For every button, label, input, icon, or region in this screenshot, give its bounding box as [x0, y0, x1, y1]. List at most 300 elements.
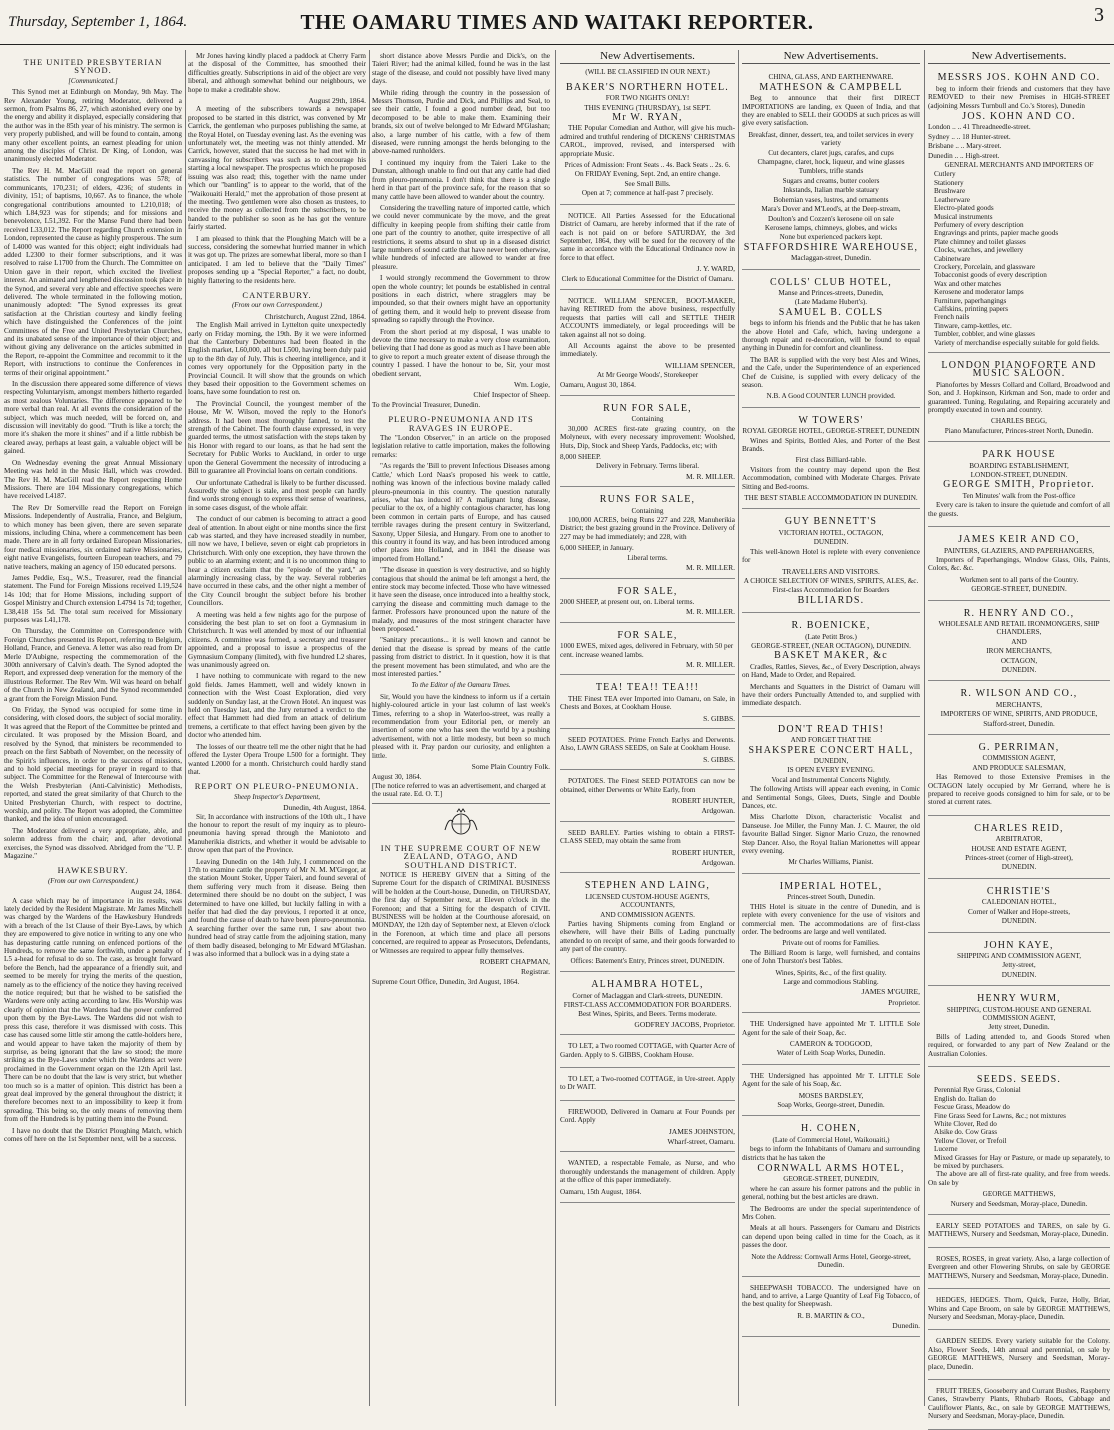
ad-body: Miss Charlotte Dixon, characteristic Vocalist and Danseuse. Joe Miller, the Funny Man. J. C. Maurer, the old favourite Ballad Singer. Signor Mario Cruzo, the renowned Step Dancer. Also, the Royal Italian Marionettes will appear every evening.: [742, 813, 920, 856]
ad-headline: W TOWERS': [798, 414, 864, 426]
article-paragraph: A meeting was held a few nights ago for the purpose of considering the best plan to set on foot a Gymnasium in Christchurch. It was well attended by most of our influential citizens. A committee was formed, a secretary and treasurer appointed, and a proposal to issue a prospectus of the Gymnasium Company (limited), with five hundred L2 shares, was unanimously agreed on.: [188, 610, 366, 670]
ad-line: At Mr George Woods', Storekeeper: [596, 371, 699, 380]
column-header: New Advertisements.: [928, 52, 1110, 64]
ad-body: POTATOES. The Finest SEED POTATOES can now be obtained, either Derwents or White Early, from: [560, 777, 735, 794]
ad-line: First class Billiard-table.: [795, 456, 867, 465]
ad-line: ROYAL GEORGE HOTEL, GEORGE-STREET, DUNEDIN: [742, 427, 920, 436]
ad-line: Soap Works, George-street, Dunedin.: [777, 1101, 885, 1109]
ad-headline: COLLS' CLUB HOTEL,: [769, 276, 892, 288]
advertisement: [928, 684, 1110, 735]
ad-body: TO LET, a Two-roomed COTTAGE, in Ure-street. Apply to Dr WAIT.: [560, 1074, 735, 1092]
ad-line: Best Wines, Spirits, and Beers. Terms moderate.: [578, 1010, 717, 1019]
ad-line: AND FORGET THAT THE: [790, 736, 872, 745]
advertisement: [742, 1119, 920, 1276]
ad-list-item: Alsike do. Cow Grass: [934, 1128, 998, 1137]
advertisement: [928, 1333, 1110, 1380]
ad-signature: CAMERON & TOOGOOD,: [789, 1039, 873, 1048]
advertisement: [560, 1155, 735, 1203]
ad-list-item: Perfumery of every description: [934, 220, 1024, 229]
ad-headline: CHARLES REID,: [974, 822, 1064, 834]
ad-headline: BASKET MAKER, &c: [774, 650, 888, 662]
advertisement: [928, 445, 1110, 527]
column-rule: [369, 50, 370, 1406]
ad-list-item: Cut decanters, claret jugs, carafes, and cups: [768, 148, 894, 157]
ad-line: GEORGE-STREET, DUNEDIN,: [783, 1175, 879, 1184]
issue-date: Thursday, September 1, 1864.: [8, 14, 188, 30]
ad-list-item: Calfskins, printing papers: [934, 304, 1009, 313]
ad-body: Beg to announce that their first DIRECT IMPORTATIONS are landing, ex Queen of India, and that they are enabled to SELL their GOODS at such prices as will give every satisfaction.: [742, 94, 920, 128]
ad-line: MERCHANTS,: [995, 700, 1043, 709]
ad-list-item: Wax and other matches: [934, 279, 1002, 288]
ad-line: CHINA, GLASS, AND EARTHENWARE.: [768, 73, 894, 82]
ad-signature: M. R. MILLER.: [686, 563, 735, 573]
ad-line: A CHOICE SELECTION OF WINES, SPIRITS, ALES, &c.: [743, 576, 919, 585]
masthead: [0, 0, 1114, 45]
ad-list-item: Perennial Rye Grass, Colonial: [934, 1086, 1021, 1095]
ad-line: 6,000 SHEEP, in January.: [560, 544, 634, 553]
article-title: HAWKESBURY.: [57, 865, 129, 876]
ad-list-item: Cabinetware: [934, 254, 971, 263]
advertisement: [928, 1383, 1110, 1430]
article-paragraph: Our unfortunate Cathedral is likely to be further discussed. Assuredly the subject is stale, and most people can hardly find words strong enough to express their sense of weariness, in some cases disgust, of the whole affair.: [188, 478, 366, 512]
ad-line: DUNEDIN.: [1001, 863, 1037, 872]
ad-body: The above are all of first-rate quality, and free from weeds. On sale by: [928, 1170, 1110, 1187]
advertisement: [742, 1016, 920, 1065]
article-subtitle: (From our own Correspondent.): [231, 301, 323, 310]
ad-list-item: Bohemian vases, lustres, and ornaments: [773, 195, 889, 204]
notice-title: IN THE SUPREME COURT OF NEW ZEALAND, OTAGO, AND SOUTHLAND DISTRICT.: [380, 842, 542, 870]
ad-headline: R. HENRY AND CO.,: [963, 607, 1075, 619]
ad-line: (Late Petitt Bros.): [805, 632, 857, 641]
article-paragraph: I continued my inquiry from the Taieri Lake to the Dunstan, although unable to find out that any cattle had died from pleuro-pneumonia. I don't think that there is a single herd in that part of the province safe, for the reason that so many cattle have been allowed to wander about the country.: [372, 158, 550, 201]
advertisement: [742, 68, 920, 269]
article-paragraph: In the discussion there appeared some difference of views respecting Voluntaryism, amongst members hitherto regarded as most zealous Voluntaries. The difference appeared to be more verbal than real. At all events the consideration of the subject, which was much needed, will be forced on, and discussion will inevitably do good. "Truth is like a torch; the more it's shaken the more it shines" and if a little rubbish be cleared away, perhaps at least gain, a valuable object will be gained.: [4, 380, 182, 456]
ad-list-item: Kerosene and moderator lamps: [934, 288, 1024, 297]
ad-signature: Proprietor.: [888, 997, 920, 1007]
ad-headline: R. BOENICKE,: [791, 620, 871, 632]
advertisement: [928, 989, 1110, 1067]
advertisement: [742, 877, 920, 1013]
ad-line: COMMISSION AGENT,: [982, 754, 1056, 763]
ad-body: Wines and Spirits, Bottled Ales, and Porter of the Best Brands.: [742, 436, 920, 454]
ad-signature: S. GIBBS.: [703, 713, 735, 723]
advertisement: [742, 720, 920, 874]
ad-line: OCTAGON,: [1000, 656, 1038, 665]
ad-line: Nursery and Seedsman, Moray-place, Dunedin.: [950, 1199, 1088, 1208]
ad-headline: MATHESON & CAMPBELL: [759, 81, 903, 93]
article-paragraph: The Rev Dr Somerville read the Report on Foreign Missions. Independently of Australia, France, and Belgium, to which money has been given, there are seven separate missions, including China, where a commencement has been made. There are in all forty ordained European Missionaries, four medical missionaries, six ordained native Missionaries, eight native Evangelists, fourteen European teachers, and 79 native teachers, making an agency of 150 educated persons.: [4, 503, 182, 571]
ad-line: (Late of Commercial Hotel, Waikouaiti,): [772, 1135, 890, 1144]
ad-body: 30,000 ACRES first-rate grazing country, on the Molyneux, with every necessary improvement: Woolshed, Huts, Dip, Stock and Sheep Yards, Paddocks, etc; with: [560, 424, 735, 450]
ad-line: See Small Bills.: [624, 179, 671, 188]
ad-list-item: Dunedin .. .. High-street.: [928, 151, 1000, 160]
ad-list-item: Sydney .. .. 18 Hunter-street.: [928, 132, 1011, 141]
ad-headline: JOS. KOHN AND CO.: [962, 111, 1076, 123]
article-paragraph: A meeting of the subscribers towards a newspaper proposed to be started in this district, was convened by Mr Carrick, the gentleman who purposes publishing the same, at the Royal Hotel, on Tuesday evening last. As the evening was unfortunately wet, the meeting was not thinly attended. Mr Carrick, however, stated that the success he had met with in canvassing for subscribers was such as to encourage his starting a local newspaper. The prospectus which he proposed issuing was also read; this, together with the name under which our "bantling" is to appear to the world, that of the "Waikouaiti Herald," met the approbation of those present at the meeting. Two gentlemen were also chosen as trustees, to receive the money as collected from the subscribers, to be handed to the publisher so soon as he has got the venture fairly started.: [188, 105, 366, 232]
ad-body: Importers of Paperhangings, Window Glass, Oils, Paints, Colors, &c. &c.: [928, 555, 1110, 573]
ad-signature: ROBERT HUNTER,: [671, 796, 735, 805]
ad-signature: JAMES JOHNSTON,: [668, 1126, 735, 1136]
column-1: [4, 52, 182, 1404]
ad-signature: S. GIBBS.: [703, 754, 735, 764]
ad-line: Wines, Spirits, &c., of the first quality.: [775, 968, 887, 977]
ad-headline: SEEDS. SEEDS.: [976, 1073, 1062, 1085]
advertisement: [928, 604, 1110, 682]
ad-signature: CHARLES BEGG,: [991, 417, 1047, 426]
ad-signature: Dunedin.: [892, 1321, 920, 1331]
ad-line: IMPORTERS OF WINE, SPIRITS, AND PRODUCE,: [940, 710, 1098, 719]
ad-body: THIS Hotel is situate in the centre of Dunedin, and is replete with every convenience for the use of visitors and commercial men. The accommodations are of first-class order. The bedrooms are large and well ventilated.: [742, 902, 920, 936]
ad-body: 1000 EWES, mixed ages, delivered in February, with 50 per cent. increase weaned lambs.: [560, 642, 734, 659]
page-number: 3: [1094, 4, 1104, 26]
ad-headline: STAFFORDSHIRE WAREHOUSE,: [743, 241, 919, 253]
ad-headline: LONDON PIANOFORTE AND MUSIC SALOON.: [941, 360, 1097, 380]
ad-body: begs to inform his friends and the Public that he has taken the above Hotel and Cafe, which, having undergone a thorough repair and re-decoration, will be found to equal anything in Dunedin for comfort and cleanliness.: [742, 319, 920, 353]
ad-headline: FOR SALE,: [617, 629, 678, 641]
advertisement: [560, 678, 735, 729]
ad-body: EARLY SEED POTATOES and TARES, on sale by G. MATTHEWS, Nursery and Seedsman, Moray-place, Dunedin.: [928, 1222, 1110, 1239]
advertisement: [928, 819, 1110, 879]
article-paragraph: From the short period at my disposal, I was unable to devote the time necessary to make a very close examination, believing that I had done as good as much as I have been able to give to report a much greater extent of disease through the country I passed. I have the honour to be, Sir, your most obedient servant,: [372, 327, 550, 378]
ad-body: Parties having Shipments coming from England or elsewhere, will have their Bills of Lading punctually attended to on receipt of same, and their goods forwarded to any part of the country.: [560, 920, 735, 954]
ad-line: LICENSED CUSTOM-HOUSE AGENTS, ACCOUNTANTS,: [585, 892, 710, 910]
ad-line: Note the Address: Cornwall Arms Hotel, George-street, Dunedin.: [751, 1252, 911, 1270]
advertisement: [928, 1070, 1110, 1215]
ad-signature: Wharf-street, Oamaru.: [667, 1136, 735, 1146]
ad-list-item: Variety of merchandise especially suitable for gold fields.: [934, 338, 1100, 347]
article-paragraph: "Sanitary precautions... it is well known and cannot be denied that the disease is spread by means of the cattle passing from district to district. In it question, how it is that the present movement has been stimulated, and who are the most interested parties.": [372, 636, 550, 679]
advertisement: [928, 68, 1110, 353]
ad-line: Open at 7; commence at half-past 7 precisely.: [581, 189, 714, 198]
ad-line: HOUSE AND ESTATE AGENT,: [971, 844, 1067, 853]
ad-list-item: Engravings and prints, papier mache goods: [934, 229, 1059, 238]
ad-headline: RUN FOR SALE,: [603, 403, 692, 414]
ad-line: GENERAL MERCHANTS AND IMPORTERS OF: [944, 161, 1094, 170]
article-paragraph: "The disease in question is very destructive, and so highly contagious that should the animal be left amongst a herd, the entire stock may become infected. Those who have witnessed it have seen the disease, once introduced into a healthy stock, carrying the disease and committing much damage to the farmer. Professors have pronounced upon the nature of the malady, and measures of the most stringent character have been proposed.": [372, 566, 550, 633]
ad-headline: H. COHEN,: [801, 1123, 861, 1135]
ad-line: SHIPPING, CUSTOM-HOUSE AND GENERAL COMMISSION AGENT,: [946, 1005, 1092, 1022]
ad-body: NOTICE. All Parties Assessed for the Educational District of Oamaru, are hereby informed that if the rate of each is not paid on or before SATURDAY, the 3rd September, 1864, they will be sued for the recovery of the same in accordance with the Educational Ordinance now in force to that effect.: [560, 211, 735, 262]
ad-headline: SHAKSPERE CONCERT HALL,: [748, 744, 914, 756]
advertisement: [560, 490, 735, 578]
ad-body: THE Popular Comedian and Author, will give his much-admired and truthful rendering of DICKENS' CHRISTMAS CAROL, improved, revised, and interspersed with appropriate Music.: [560, 124, 735, 158]
column-2: [188, 52, 366, 1404]
article-date: August 29th, 1864.: [308, 96, 366, 106]
ad-headline: G. PERRIMAN,: [978, 742, 1060, 753]
article-paragraph: I would strongly recommend the Government to throw open the whole country; let pounds be established in central positions in each district, where stragglers may be impounded, so that their owners might have an opportunity of getting them, and it would help to prevent disease from spreading so rapidly through the Province.: [372, 274, 550, 325]
ad-headline: ALHAMBRA HOTEL,: [591, 979, 704, 991]
column-4: [560, 52, 735, 1404]
article-subtitle: (From our own Correspondent.): [47, 876, 139, 885]
ad-list-item: English do. Italian do: [934, 1094, 996, 1103]
article-date: Christchurch, August 22nd, 1864.: [264, 311, 366, 321]
article-paragraph: The Provincial Council, the youngest member of the House, Mr W. Wilson, moved the reply to the Honor's address. It had been most thoroughly fanned, to test the strength of the Cabinet. The fourth clause expressed, in very guarded terms, the utmost satisfaction with the steps taken by his Honor with regard to our loans, as that he had sent the Secretary for Public Works to Auckland, in order to urge upon the General Government the necessity of introducing a Bill to guarantee all Provincial loans on certain conditions.: [188, 399, 366, 476]
ad-body: ROSES, ROSES, in great variety. Also, a large collection of Evergreen and other Flowering Shrubs, on sale by GEORGE MATTHEWS, Nursery and Seedsman, Moray-place, Dunedin.: [928, 1254, 1110, 1280]
ad-line: LONDON-STREET, DUNEDIN.: [970, 471, 1068, 480]
ad-body: The Billiard Room is large, well furnished, and contains one of John Thurston's best Tables.: [742, 948, 920, 966]
ad-list-item: Sugars and creams, butter coolers: [782, 176, 880, 185]
ad-line: GEORGE-STREET, (NEAR OCTAGON), DUNEDIN.: [751, 641, 911, 650]
ad-signature: Ardgowan.: [701, 858, 735, 868]
ad-line: Delivery in February. Terms liberal.: [595, 462, 700, 471]
ad-list-item: Musical instruments: [934, 212, 993, 221]
ad-line: AND PRODUCE SALESMAN,: [972, 763, 1066, 772]
advertisement: [560, 399, 735, 487]
article-title: CANTERBURY.: [242, 289, 312, 300]
ad-line: THE BEST STABLE ACCOMMODATION IN DUNEDIN.: [744, 494, 918, 503]
ad-body: where he can assure his former patrons and the public in general, nothing but the best articles are drawn.: [742, 1184, 920, 1202]
ad-body: This well-known Hotel is replete with every convenience for: [742, 547, 920, 565]
ad-line: First-class Accommodation for Boarders: [772, 586, 890, 595]
letter-date: August 30, 1864.: [372, 772, 422, 781]
letter-paragraph: Sir, Would you have the kindness to inform us if a certain highly-coloured article in your last column of last week's Times, referring to a shop in Waterloo-street, was really a recommendation from your Editorial pen, or merely an insertion of some one who has seen the world by a pushing advertisement, with not a little modesty, but been so much pleased with it. Pray pardon our curiosity, and enlighten a little.: [372, 692, 550, 760]
advertisement: [742, 411, 920, 510]
article-paragraph: I have no doubt that the District Ploughing Match, which comes off here on the 1st September next, will be a success.: [4, 1126, 182, 1143]
advertisement: [928, 356, 1110, 442]
ad-body: 100,000 ACRES, being Runs 227 and 228, Manuherikia District; the best grazing ground in the Province. Delivery of 227 may be had immediately; and 228, with: [560, 516, 735, 541]
ad-body: Cradles, Rattles, Sieves, &c., of Every Description, always on Hand, Made to Order, and Repaired.: [742, 662, 920, 680]
column-6: [928, 50, 1110, 1421]
ad-list-item: Furniture, paperhangings: [934, 296, 1007, 305]
column-header: New Advertisements.: [742, 52, 920, 64]
column-5: [742, 52, 920, 1404]
letter-heading: To the Editor of the Oamaru Times.: [411, 681, 511, 690]
ad-body: GARDEN SEEDS. Every variety suitable for the Colony. Also, Flower Seeds, 14th annual and perennial, on sale by GEORGE MATTHEWS, Nursery and Seedsman, Moray-place, Dunedin.: [928, 1337, 1110, 1371]
ad-body: WANTED, a respectable Female, as Nurse, and who thoroughly understands the management of children. Apply at the office of this paper immediately.: [560, 1159, 735, 1185]
article-subtitle: [Communicated.]: [68, 76, 118, 85]
ad-list-item: Plate chimney and toilet glasses: [934, 237, 1026, 246]
ad-list-item: Champagne, claret, hock, liqueur, and wine glasses: [757, 158, 905, 167]
ad-list-item: White Clover, Red do: [934, 1120, 997, 1128]
ad-headline: CHRISTIE'S: [986, 885, 1052, 897]
article-paragraph: While riding through the country in the possession of Messrs Thomson, Purdie and Dick, and Phillips and Seal, to see their cattle, I found a good number dead, but too decomposed to be able to make them. Examining their brands, six out of twelve belonged to Mr Edward M'Glashan; also, a large number of his cattle, with a few of them diseased, were running amongst the herds belonging to the above-named runholders.: [372, 88, 550, 156]
ad-line: Large and commodious Stabling.: [783, 977, 879, 986]
ad-line: Maclaggan-street, Dunedin.: [790, 254, 872, 263]
ad-line: Princes-street (corner of High-street),: [965, 854, 1073, 863]
article-paragraph: The Rev H. M. MacGill read the report on general statistics. The number of congregations was 578; of communicants, 170,231; of elders, 4236; of students in divinity, 151; of baptisms, 10,667. As to finance, the whole congregational contributions amounted to L210,018; of which L84,923 was for stipends; and for missions and benevolence, L51,392. For the Manse Fund there had been received L33,012. The Report regarding Church extension in London, represented the cause as highly prosperous. The sum of L4000 was wanted for this object; eight individuals had added L2300 to their former subscriptions, and it was resolved to raise L1700 from the Church. The Committee on Union gave in their report, which excited the liveliest interest. An animated and lengthened discussion took place in the Synod, and several very able and effective speeches were delivered. The whole terminated in the following motion, unanimously adopted: "The Synod expresses its great satisfaction at the Christian courtesy and kindly feeling which have distinguished the Conferences of the joint Committees of the Free and United Presbyterian Churches, and its unabated sense of the importance of their object; and without giving any deliverance on the articles submitted in the Report, re-appoint the Committee and recommit to it the Report, with instructions to continue the Conferences in terms of their original appointment.": [4, 166, 182, 377]
ad-list-item: Tinware, camp-kettles, etc.: [934, 321, 1012, 330]
ad-body: Meals at all hours. Passengers for Oamaru and Districts can depend upon being called in time for the Coach, as it passes the door.: [742, 1224, 920, 1250]
ad-list-item: Kerosene lamps, chimneys, globes, and wicks: [764, 223, 898, 232]
ad-line: DUNEDIN.: [1001, 970, 1037, 979]
advertisement: [928, 882, 1110, 933]
ad-body: Has Removed to those Extensive Premises in the OCTAGON lately occupied by Mr Gerrand, where he is prepared to receive goods consigned to him for sale, or to be stored at current rates.: [928, 773, 1110, 807]
signature: Wm. Logie,: [513, 380, 550, 390]
ad-list-item: Mara's Dover and M'Leod's, at the Deep-stream,: [761, 205, 901, 214]
ad-body: THE Undersigned has appointed Mr T. LITTLE Sole Agent for the sale of his Soap, &c.: [742, 1071, 920, 1089]
ad-body: THE Undersigned have appointed Mr T. LITTLE Sole Agent for the sale of their Soap, &c.: [742, 1020, 920, 1037]
ad-line: Private out of rooms for Families.: [782, 939, 880, 948]
ad-headline: CORNWALL ARMS HOTEL,: [757, 1163, 905, 1175]
notice-paragraph: NOTICE IS HEREBY GIVEN that a Sitting of the Supreme Court for the dispatch of CRIMINAL BUSINESS will be holden at the Court-house, Dunedin, on THURSDAY, the first day of September next, at Eleven o'clock in the Forenoon; and that a Sitting for the despatch of CIVIL BUSINESS will be holden at the Courthouse aforesaid, on MONDAY, the 12th day of September next, at Eleven o'clock in the Forenoon, at which time and place all persons concerned, are required to appear as Prosecutors, Defendants, or Witnesses are required to appear fully themselves.: [372, 870, 550, 955]
ad-headline: DON'T READ THIS!: [777, 723, 885, 735]
ad-line: BOARDING ESTABLISHMENT,: [969, 461, 1069, 470]
advertisement: [560, 773, 735, 822]
ad-headline: RUNS FOR SALE,: [599, 494, 696, 506]
column-header: New Advertisements.: [560, 52, 735, 64]
ad-line: Princes-street South, Dunedin.: [787, 893, 875, 902]
ad-list-item: Brisbane .. .. Mary-street.: [928, 142, 1002, 151]
article-paragraph: Considering the travelling nature of imported cattle, which we could never communicate by the move, and the great difficulty in keeping people from shifting their cattle from one part of the country to another, quite irrespective of all restrictions, it seems absurd to shut up in a diseased district large numbers of sound cattle that have never been otherwise, while hundreds of infected are allowed to wander at free pleasure.: [372, 203, 550, 271]
ad-body: Every care is taken to insure the quietude and comfort of all the guests.: [928, 501, 1110, 518]
ad-line: Containing: [631, 506, 664, 515]
advertisement: [560, 78, 735, 205]
article-paragraph: The conduct of our cabmen is becoming to attract a good deal of attention. In about eight or nine months since the first cab was started, and they have increased steadily in number, till now we have, I believe, seven or eight cab proprietors in Christchurch. With only one exception, they have thrown the public to an alarming extent; and it is no uncommon thing to hear a citizen exclaim that the "episode of the yard," an alarmingly increasing class, by the way. Several robberies have occurred in these cabs, and the other night a member of the City Council brought the subject before his brother Councillors.: [188, 515, 366, 608]
advertisement: [560, 293, 735, 396]
advertisement: [928, 530, 1110, 600]
column-rule: [738, 50, 739, 1406]
ad-line: IS OPEN EVERY EVENING.: [787, 766, 875, 775]
ad-line: ARBITRATOR,: [995, 835, 1043, 844]
ad-list-item: Mixed Grasses for Hay or Pasture, or made up separately, to be mixed by purchasers.: [934, 1153, 1110, 1171]
ad-list-item: Clocks, watches, and jewellery: [934, 246, 1024, 255]
ad-body: Visitors from the country may depend upon the Best Accommodation, combined with Moderate Charges. Private Sitting and Bed-rooms.: [742, 465, 920, 491]
advertisement: [560, 975, 735, 1035]
ad-line: On FRIDAY Evening, Sept. 2nd, an entire change.: [574, 170, 721, 179]
ad-line: Jetty-street,: [1002, 961, 1036, 970]
article-title: REPORT ON PLEURO-PNEUMONIA.: [194, 781, 360, 792]
advertisement: [928, 1218, 1110, 1248]
column-rule: [555, 50, 556, 1406]
ad-headline: BAKER'S NORTHERN HOTEL.: [566, 81, 729, 93]
article-paragraph: A case which may be of importance in its results, was lately decided by the Resident Magistrate. Mr James Mitchell was charged by the Wardens of the Hawkesbury Hundreds with a breach of the 1st Clause of their Bye-Laws, by which they are empowered to give notice in writing to any one who has depasturing cattle running on enfenced portions of the Hundreds, to remove the same forthwith, under a penalty of L5 a-head for refusal to do so. The case, as brought forward before the Bench, had the appearance of a friendly suit, and seemed to be merely for trying the merits of the question, namely as to the efficiency of the notice they having received the notice required; but that he wished to be satisfied the Wardens were only acting according to law. His Worship was clearly of opinion that the Wardens had the power conferred upon them by the Bye-Laws. The Wardens did not wish to press this case, therefore it was dismissed with costs. This case has caused some little stir among the cattle-holders here, and would appear to have taken the majority of them by surprise, as being ignorant that the law so stood; the more striking as the Bye-Laws under which the Wardens act were proclaimed in the Government organ on the 12th April last. There can be no doubt that the law is very strict, but whether too much so is a matter of opinion. This district has been a great deal improved by the general throughout the district; it therefore becomes next to an impossibility to keep it from spreading. This being so, the only means of removing them from off the Hundreds is by putting them into the Pound.: [4, 896, 182, 1124]
ad-signature: ROBERT HUNTER,: [671, 847, 735, 857]
column-rule: [185, 50, 186, 1406]
ad-list-item: Cutlery: [934, 170, 956, 179]
ad-line: Ten Minutes' walk from the Post-office: [962, 491, 1076, 500]
ad-line: Corner of Maclaggan and Clark-streets, DUNEDIN.: [572, 991, 723, 1000]
ad-date: Oamaru, 15th August, 1864.: [560, 1187, 642, 1196]
ad-list-item: Stationery: [934, 178, 964, 187]
ad-list-item: None but experienced packers kept.: [779, 233, 883, 242]
ad-list-item: Breakfast, dinner, dessert, tea, and toilet services in every variety: [748, 130, 914, 148]
ad-headline: IMPERIAL HOTEL,: [779, 880, 883, 892]
advertisement: [742, 1068, 920, 1117]
ad-headline: GEORGE SMITH, Proprietor.: [943, 479, 1095, 491]
divider: [372, 803, 550, 804]
ad-body: The BAR is supplied with the very best Ales and Wines, and the Cafe, under the Superintendence of an experienced Chef de Cuisine, is supplied with every delicacy of the season.: [742, 355, 920, 389]
ad-signature: M. R. MILLER.: [686, 659, 735, 669]
ad-headline: R. WILSON AND CO.,: [960, 688, 1078, 700]
article-paragraph: On Friday, the Synod was occupied for some time in considering, with closed doors, the subject of social morality. It was agreed that the Report of the Committee be printed and circulated. It was proposed by the Mission Board, and resolved by the Synod, that ministers be recommended to preach on the first Sabbath of November, on the necessity of the Spirit's influences, in order to the success of missions, and to hold special meetings for prayer in regard to that subject. The Committee for the Renewal of Intercourse with the Welsh Presbyterian (Anti-Calvinistic) Methodists, reported, and stated the great similarity of that Church to the United Presbyterian Church, with respect to doctrine, worship, and polity. The Report was adopted, the Committee thanked, and the idea of union encouraged.: [4, 706, 182, 824]
advertisement: [560, 626, 735, 676]
advertisement: [560, 732, 735, 770]
article-paragraph: The "London Observer," in an article on the proposed legislation relative to cattle importation, makes the following remarks:: [372, 434, 550, 459]
article-paragraph: James Peddie, Esq., W.S., Treasurer, read the financial statement. The Fund for Foreign Missions received L19,524 14s 10d; that for Home Missions, including support of Gospel Ministry and Church extension L4794 1s 7d; together, L38,418 15s 5d. The total sum received for Missionary purposes was L41,178.: [4, 573, 182, 624]
ad-line: SHIPPING AND COMMISSION AGENT,: [956, 951, 1082, 960]
ad-list-item: Fescue Grass, Meadow do: [934, 1103, 1010, 1112]
article-paragraph: On Thursday, the Committee on Correspondence with Foreign Churches presented its Report, referring to Belgium, Holland, France, and Geneva. A letter was also read from Dr Merle D'Aubigne, respecting the commemoration of the 300th anniversary of Calvin's death. The Synod adopted the Report, and expressed deep veneration for the memory of the illustrious Reformer. The Rev Wm. Wil was heard on behalf of the Church in New Zealand, and the Synod recommended a grant from the Foreign Mission Fund.: [4, 627, 182, 703]
ad-line: (Late Madame Hubert's).: [794, 298, 868, 307]
ad-line: TRAVELLERS AND VISITORS.: [782, 567, 880, 576]
advertisement: [928, 936, 1110, 987]
ad-signature: MOSES BARDSLEY,: [798, 1091, 864, 1100]
ad-line: PAINTERS, GLAZIERS, AND PAPERHANGERS,: [943, 546, 1095, 555]
article-paragraph: short distance above Messrs Purdie and Dick's, on the Taieri River; had the animal killed, found he was in the last stage of the disease, and could not possibly have lived many days.: [372, 52, 550, 86]
ad-line: Workmen sent to all parts of the Country.: [959, 575, 1079, 584]
ad-body: beg to inform their friends and customers that they have REMOVED to their new Premises in HIGH-STREET (adjoining Messrs Turnbull and Co.'s Stores), Dunedin: [928, 84, 1110, 110]
ad-body: SEED BARLEY. Parties wishing to obtain a FIRST-CLASS SEED, may obtain the same from: [560, 828, 735, 846]
ad-signature: M. R. MILLER.: [686, 607, 735, 617]
ad-prices: Prices of Admission: Front Seats .. 4s. Back Seats .. 2s. 6.: [564, 161, 731, 170]
ad-body: SHEEPWASH TOBACCO. The undersigned have on hand, and to arrive, a Large Quantity of Leaf Fig Tobacco, of the best quality for Sheepwash.: [742, 1283, 920, 1309]
ad-signature: JAMES M'GUIRE,: [861, 987, 920, 997]
ad-list-item: Tumbler, cobbler, and wine glasses: [934, 330, 1035, 339]
ad-body: Bills of Lading attended to, and Goods Stored when required, or forwarded to any part of New Zealand or the Australian Colonies.: [928, 1032, 1110, 1058]
ad-line: Containing: [631, 415, 664, 424]
ad-headline: STEPHEN AND LAING,: [584, 880, 711, 892]
ad-headline: FOR SALE,: [617, 585, 678, 597]
advertisement: [560, 876, 735, 972]
ad-list-item: Brushware: [934, 187, 966, 196]
ad-line: 8,000 SHEEP.: [560, 453, 601, 462]
ad-body: Merchants and Squatters in the District of Oamaru will have their orders Punctually Attended to, and supplied with immediate despatch.: [742, 682, 920, 708]
ad-line: Water of Leith Soap Works, Dunedin.: [776, 1049, 886, 1058]
ad-body: 2000 SHEEP, at present out, on. Liberal terms.: [560, 597, 695, 606]
ad-list-item: Crockery, Porcelain, and glassware: [934, 262, 1036, 271]
ad-line: CALEDONIAN HOTEL,: [981, 898, 1057, 907]
ad-line: Offices: Batement's Entry, Princes street, DUNEDIN.: [570, 956, 725, 965]
notice-office: Supreme Court Office, Dunedin, 3rd August, 1864.: [372, 977, 520, 986]
advertisement: [560, 1104, 735, 1153]
article-paragraph: The Moderator delivered a very appropriate, able, and solemn address from the chair; and, after devotional exercises, the Synod was dissolved. Abridged from the "U. P. Magazine.": [4, 826, 182, 860]
ad-list-item: French nails: [934, 313, 970, 322]
ad-line: IRON MERCHANTS,: [986, 647, 1052, 656]
article-paragraph: I have nothing to communicate with regard to the new gold fields. James Hammett, well and widely known in connection with the West Coast Exploration, died very suddenly on Sunday last, at the Crown Hotel. An inquest was held on Tuesday last, and the Jury returned a verdict to the effect that Hammett had died from an attack of delirium tremens, a certificate to that effect having been given by the doctor who attended him.: [188, 672, 366, 740]
royal-crest-icon: [441, 808, 481, 838]
ad-signature: WILLIAM SPENCER,: [665, 360, 735, 370]
advertisement: [742, 1280, 920, 1337]
ad-list-item: Tumblers, trifle stands: [798, 167, 864, 176]
ad-signature: J. Y. WARD,: [696, 264, 735, 274]
ad-headline: HENRY WURM,: [977, 993, 1061, 1005]
ad-body: begs to inform the Inhabitants of Oamaru and surrounding districts that he has taken the: [742, 1145, 920, 1162]
ad-signature: GODFREY JACOBS, Proprietor.: [634, 1019, 735, 1029]
addressee: To the Provincial Treasurer, Dunedin.: [372, 400, 481, 409]
ad-list-item: Doulton's and Cozzen's kerosene oil on sale: [768, 214, 894, 223]
ad-signature: Ardgowan.: [701, 806, 735, 816]
ad-headline: TEA! TEA!! TEA!!!: [595, 682, 700, 694]
ad-line: Mr Charles Williams, Pianist.: [788, 858, 874, 867]
signature-title: Registrar.: [521, 967, 550, 977]
ad-line: Manse and Princes-streets, Dunedin,: [778, 288, 884, 297]
advertisement: [928, 1251, 1110, 1289]
advertisement: [742, 512, 920, 613]
ad-list-item: Electro-plated goods: [934, 204, 994, 213]
ad-body: The following Artists will appear each evening, in Comic and Sentimental Songs, Glees, Duets, Single and Double Dances, etc.: [742, 785, 920, 811]
ad-headline: JAMES KEIR AND CO,: [958, 534, 1080, 546]
signature: ROBERT CHAPMAN,: [479, 957, 550, 966]
ad-body: NOTICE. WILLIAM SPENCER, BOOT-MAKER, having RETIRED from the above business, respectfully requests that parties will call and SETTLE THEIR ACCOUNTS immediately, or legal proceedings will be taken against all not so doing.: [560, 296, 735, 339]
ad-body: Pianofortes by Messrs Collard and Collard, Broadwood and Son, and J. Hopkinson, Kirkman and Son, made to order and guaranteed. Tuning, Regulating, and Repairing accurately and promptly executed in town and country.: [928, 380, 1110, 415]
ad-list-item: Fine Grass Seed for Lawns, &c.; not mixtures: [934, 1111, 1066, 1120]
ad-line: DUNEDIN.: [1001, 917, 1037, 926]
advertisement: [560, 825, 735, 874]
article-paragraph: Mr Jones having kindly placed a paddock at Cherry Farm at the disposal of the Committee, has smoothed their difficulties greatly. Subscriptions in aid of the object are very liberal, and although somewhat behind our neighbours, we hope to make a creditable show.: [188, 52, 366, 94]
advertisement: [560, 1038, 735, 1068]
ad-line: Liberal terms.: [627, 553, 668, 562]
ad-headline: BILLIARDS.: [797, 594, 865, 606]
advertisement: [560, 208, 735, 290]
ad-line: Stafford-street, Dunedin.: [983, 719, 1055, 728]
ad-line: WHOLESALE AND RETAIL IRONMONGERS, SHIP CHANDLERS,: [938, 619, 1100, 637]
article-paragraph: I am pleased to think that the Ploughing Match will be a success, considering the somewhat hurried manner in which it was got up. The prizes are somewhat liberal, more so than I anticipated. I am led to believe that the "Daily Times" proposes sending up a "Special Reporter," a fact, no doubt, highly flattering to the residents here.: [188, 234, 366, 285]
column-rule: [924, 50, 925, 1406]
ad-body: HEDGES, HEDGES. Thorn, Quick, Furze, Holly, Briar, Whins and Cape Broom, on sale by GEORGE MATTHEWS, Nursery and Seedsman, Moray-place, Dunedin.: [928, 1296, 1110, 1321]
ad-list-item: Tobacconist goods of every description: [934, 271, 1047, 280]
ad-body: FIREWOOD, Delivered in Oamaru at Four Pounds per Cord. Apply: [560, 1107, 735, 1125]
ad-list-item: Lucerne: [934, 1145, 958, 1154]
